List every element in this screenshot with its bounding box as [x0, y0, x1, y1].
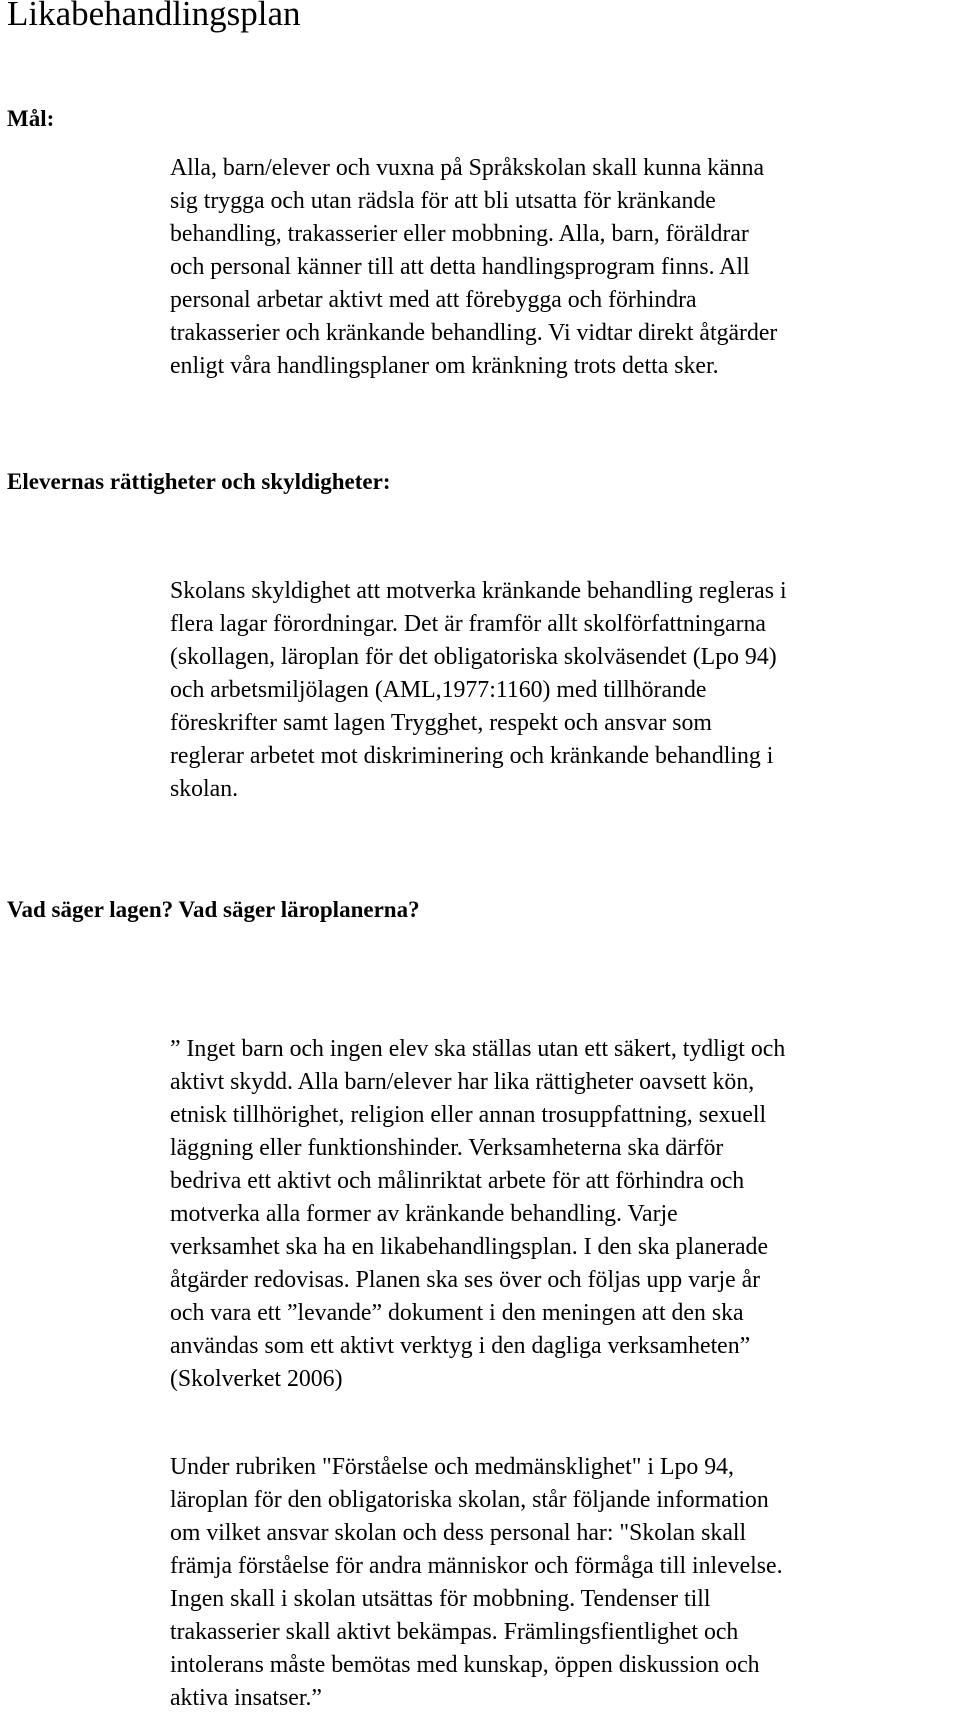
- text-line: och arbetsmiljölagen (AML,1977:1160) med tillhörande: [170, 677, 707, 703]
- text-line: trakasserier och kränkande behandling. Vi vidtar direkt åtgärder: [170, 320, 778, 346]
- section-heading-lagen: Vad säger lagen? Vad säger läroplanerna?: [7, 897, 420, 922]
- section-heading-mal: Mål:: [7, 106, 55, 131]
- text-line: åtgärder redovisas. Planen ska ses över och följas upp varje år: [170, 1267, 761, 1293]
- text-line: enligt våra handlingsplaner om kränkning trots detta sker.: [170, 353, 719, 379]
- paragraph-quote: [170, 1033, 960, 1396]
- paragraph-mal: [170, 152, 960, 383]
- text-line: skolan.: [170, 776, 239, 802]
- text-line: etnisk tillhörighet, religion eller annan trosuppfattning, sexuell: [170, 1102, 767, 1128]
- text-line: personal arbetar aktivt med att förebygga och förhindra: [170, 287, 697, 313]
- text-line: föreskrifter samt lagen Trygghet, respekt och ansvar som: [170, 710, 712, 736]
- text-line: Skolans skyldighet att motverka kränkande behandling regleras i: [170, 578, 787, 604]
- text-line: och personal känner till att detta handlingsprogram finns. All: [170, 254, 750, 280]
- text-line: Ingen skall i skolan utsättas för mobbning. Tendenser till: [170, 1586, 711, 1612]
- text-line: trakasserier skall aktivt bekämpas. Främlingsfientlighet och: [170, 1619, 739, 1645]
- section-heading-rattigheter: Elevernas rättigheter och skyldigheter:: [7, 469, 391, 494]
- text-line: läggning eller funktionshinder. Verksamheterna ska därför: [170, 1135, 724, 1161]
- text-line: och vara ett ”levande” dokument i den meningen att den ska: [170, 1300, 744, 1326]
- paragraph-lpo94: [170, 1451, 960, 1715]
- text-line: om vilket ansvar skolan och dess personal har: "Skolan skall: [170, 1520, 747, 1546]
- text-line: verksamhet ska ha en likabehandlingsplan. I den ska planerade: [170, 1234, 769, 1260]
- text-line: intolerans måste bemötas med kunskap, öppen diskussion och: [170, 1652, 760, 1678]
- text-line: läroplan för den obligatoriska skolan, står följande information: [170, 1487, 769, 1513]
- text-line: (Skolverket 2006): [170, 1366, 343, 1392]
- text-line: motverka alla former av kränkande behandling. Varje: [170, 1201, 678, 1227]
- text-line: flera lagar förordningar. Det är framför allt skolförfattningarna: [170, 611, 766, 637]
- text-line: ” Inget barn och ingen elev ska ställas utan ett säkert, tydligt och: [170, 1036, 786, 1062]
- text-line: behandling, trakasserier eller mobbning. Alla, barn, föräldrar: [170, 221, 749, 247]
- text-line: (skollagen, läroplan för det obligatoriska skolväsendet (Lpo 94): [170, 644, 777, 670]
- text-line: Alla, barn/elever och vuxna på Språkskolan skall kunna känna: [170, 155, 765, 181]
- text-line: användas som ett aktivt verktyg i den dagliga verksamheten”: [170, 1333, 751, 1359]
- text-line: aktivt skydd. Alla barn/elever har lika rättigheter oavsett kön,: [170, 1069, 755, 1095]
- text-line: bedriva ett aktivt och målinriktat arbete för att förhindra och: [170, 1168, 745, 1194]
- text-line: främja förståelse för andra människor och förmåga till inlevelse.: [170, 1553, 783, 1579]
- document-title: Likabehandlingsplan: [7, 0, 301, 33]
- paragraph-rattigheter: [170, 575, 960, 806]
- text-line: Under rubriken "Förståelse och medmänsklighet" i Lpo 94,: [170, 1454, 734, 1480]
- text-line: reglerar arbetet mot diskriminering och kränkande behandling i: [170, 743, 774, 769]
- text-line: aktiva insatser.”: [170, 1685, 322, 1711]
- text-line: sig trygga och utan rädsla för att bli utsatta för kränkande: [170, 188, 716, 214]
